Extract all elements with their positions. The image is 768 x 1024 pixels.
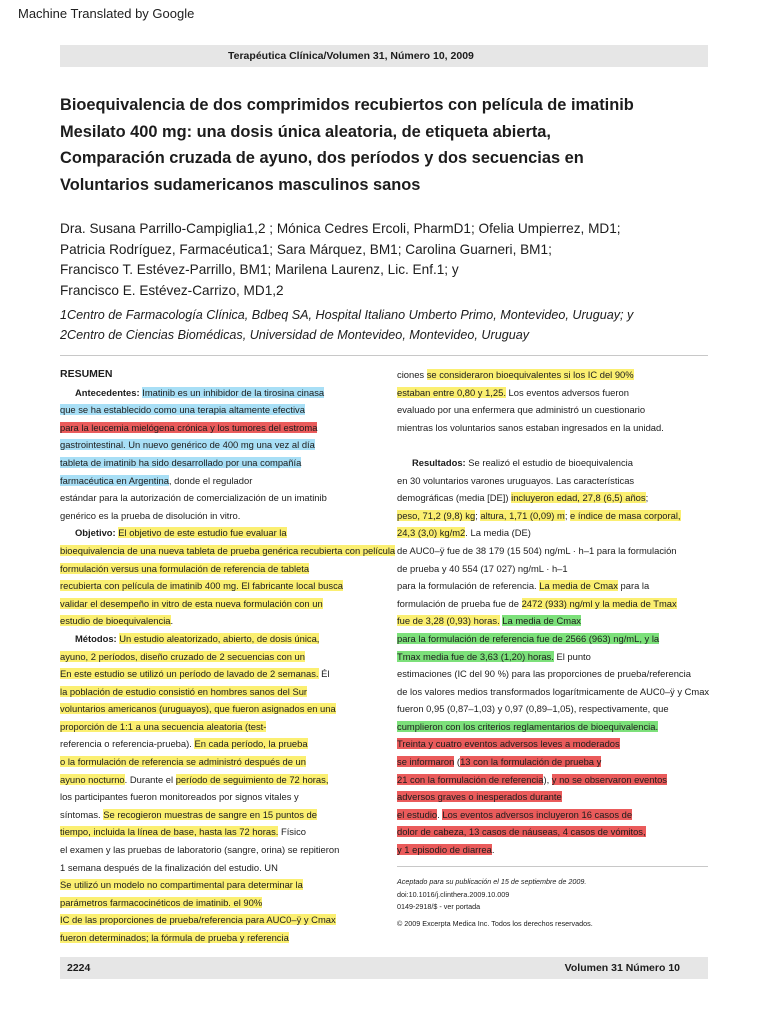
abstract-text: genérico es la prueba de disolución in vitro. xyxy=(60,509,241,521)
abstract-text: referencia o referencia-prueba). xyxy=(60,738,195,750)
abstract-text: estudio de bioequivalencia xyxy=(60,615,171,627)
abstract-text: período de seguimiento de 72 horas, xyxy=(175,773,329,785)
abstract-text: formulación de prueba fue de xyxy=(397,597,522,609)
volume-label: Volumen 31 Número 10 xyxy=(564,962,680,974)
abstract-text: 13 con la formulación de prueba y xyxy=(460,756,602,768)
abstract-text: mientras los voluntarios sanos estaban ingresados en la unidad. xyxy=(397,421,664,433)
abstract-text: y 1 episodio de diarrea xyxy=(397,844,492,856)
abstract-text: para la formulación de referencia. xyxy=(397,580,540,592)
abstract-text: ciones xyxy=(397,369,427,380)
abstract-text: Los eventos adversos fueron xyxy=(505,386,629,398)
abstract-text: estimaciones (IC del 90 %) para las proporciones de prueba/referencia xyxy=(397,668,691,680)
issn: 0149-2918/$ - ver portada xyxy=(397,902,481,911)
abstract-text: de prueba y 40 554 (17 027) ng/mL · h–1 xyxy=(397,562,568,574)
abstract-text: e índice de masa corporal, xyxy=(570,509,681,521)
abstract-text: formulación versus una formulación de referencia de tableta xyxy=(60,562,310,574)
machine-translated-label: Machine Translated by Google xyxy=(18,6,195,21)
abstract-text: La media de Cmax xyxy=(539,580,618,592)
abstract-text: evaluado por una enfermera que administró un cuestionario xyxy=(397,404,646,416)
abstract-text: síntomas. xyxy=(60,808,104,820)
abstract-text: para la leucemia mielógena crónica y los tumores del estroma xyxy=(60,421,318,433)
metodos-label: Métodos: xyxy=(75,632,117,644)
abstract-text: fue de 3,28 (0,93) horas. xyxy=(397,615,500,627)
abstract-text: fueron 0,95 (0,87–1,03) y 0,97 (0,89–1,05), respectivamente, que xyxy=(397,703,669,715)
accepted-date: Aceptado para su publicación el 15 de septiembre de 2009. xyxy=(397,877,587,886)
abstract-text: de AUC0–ÿ fue de 38 179 (15 504) ng/mL · h–1 para la formulación xyxy=(397,544,677,556)
title-line: Comparación cruzada de ayuno, dos períodos y dos secuencias en xyxy=(60,149,584,167)
abstract-text: Un estudio aleatorizado, abierto, de dosis única, xyxy=(119,632,320,644)
title-line: Voluntarios sudamericanos masculinos sanos xyxy=(60,175,421,194)
abstract-text: . xyxy=(491,844,495,856)
abstract-text: 24,3 (3,0) kg/m2 xyxy=(397,527,466,539)
abstract-text: tableta de imatinib ha sido desarrollado por una compañía xyxy=(60,456,302,468)
abstract-text: el estudio xyxy=(397,808,438,820)
abstract-text: adversos graves o inesperados durante xyxy=(397,791,562,803)
objetivo-label: Objetivo: xyxy=(75,527,116,539)
abstract-text: dolor de cabeza, 13 casos de náuseas, 4 casos de vómitos, xyxy=(397,826,646,838)
abstract-right-column xyxy=(397,366,709,859)
abstract-text: Se recogieron muestras de sangre en 15 puntos de xyxy=(103,808,317,820)
abstract-text: la población de estudio consistió en hombres sanos del Sur xyxy=(60,685,308,697)
abstract-text: parámetros farmacocinéticos de imatinib. el 90% xyxy=(60,896,263,908)
abstract-text: en 30 voluntarios varones uruguayos. Las características xyxy=(397,474,635,486)
abstract-text: ), xyxy=(543,773,552,785)
abstract-text: se consideraron bioequivalentes si los IC del 90% xyxy=(426,369,634,380)
doi-link[interactable]: doi:10.1016/j.clinthera.2009.10.009 xyxy=(397,889,510,899)
author-line: Patricia Rodríguez, Farmacéutica1; Sara Márquez, BM1; Carolina Guarneri, BM1; xyxy=(60,241,552,257)
abstract-text: peso, 71,2 (9,8) kg xyxy=(397,509,476,521)
abstract-text: demográficas (media [DE]) xyxy=(397,492,512,504)
abstract-text: fueron determinados; la fórmula de prueba y referencia xyxy=(60,932,289,943)
footnote-divider xyxy=(397,866,708,867)
abstract-text: 2472 (933) ng/ml y la media de Tmax xyxy=(521,597,677,609)
affiliations xyxy=(60,306,708,345)
abstract-text: de los valores medios transformados logarítmicamente de AUC0–ÿ y Cmax xyxy=(397,685,710,697)
abstract-text: farmacéutica en Argentina xyxy=(60,474,169,486)
abstract-text: se informaron xyxy=(397,756,455,768)
abstract-text: 21 con la formulación de referencia xyxy=(397,773,544,785)
abstract-text: recubierta con película de imatinib 400 mg. El fabricante local busca xyxy=(60,580,343,592)
abstract-left-column xyxy=(60,366,395,947)
abstract-text: IC de las proporciones de prueba/referencia para AUC0–ÿ y Cmax xyxy=(60,914,336,926)
abstract-text: Tmax media fue de 3,63 (1,20) horas. xyxy=(397,650,554,662)
abstract-text: Se utilizó un modelo no compartimental para determinar la xyxy=(60,879,303,891)
resumen-heading: RESUMEN xyxy=(60,368,113,380)
abstract-text: Los eventos adversos incluyeron 16 casos de xyxy=(442,808,633,820)
abstract-text: . Durante el xyxy=(124,773,176,785)
abstract-text: Físico xyxy=(278,826,306,838)
resultados-label: Resultados: xyxy=(412,456,466,468)
abstract-text: o la formulación de referencia se administró después de un xyxy=(60,756,306,768)
abstract-text: estaban entre 0,80 y 1,25. xyxy=(397,386,506,398)
abstract-text: para la xyxy=(617,580,650,592)
abstract-text: bioequivalencia de una nueva tableta de prueba genérica recubierta con película xyxy=(60,544,396,556)
copyright: © 2009 Excerpta Medica Inc. Todos los derechos reservados. xyxy=(397,918,593,928)
abstract-text: gastrointestinal. Un nuevo genérico de 400 mg una vez al día xyxy=(60,439,315,451)
antecedentes-label: Antecedentes: xyxy=(75,386,140,398)
abstract-text: 1 semana después de la finalización del estudio. UN xyxy=(60,861,278,873)
author-list xyxy=(60,219,708,301)
affiliation-line: 2Centro de Ciencias Biomédicas, Universidad de Montevideo, Montevideo, Uruguay xyxy=(60,327,530,342)
author-line: Francisco T. Estévez-Parrillo, BM1; Marilena Laurenz, Lic. Enf.1; y xyxy=(60,262,459,277)
page-footer-bar xyxy=(60,957,708,979)
title-line: Bioequivalencia de dos comprimidos recubiertos con película de imatinib xyxy=(60,96,634,114)
abstract-text: tiempo, incluida la línea de base, hasta las 72 horas. xyxy=(60,826,279,838)
author-line: Dra. Susana Parrillo-Campiglia1,2 ; Mónica Cedres Ercoli, PharmD1; Ofelia Umpierrez, MD1; xyxy=(60,221,621,236)
abstract-text: . xyxy=(170,615,174,627)
abstract-text: , donde el regulador xyxy=(168,474,253,486)
abstract-text: ayuno, 2 períodos, diseño cruzado de 2 secuencias con un xyxy=(60,650,305,662)
page-number: 2224 xyxy=(67,962,91,974)
abstract-text: ; xyxy=(475,509,481,521)
abstract-text: El punto xyxy=(553,650,591,662)
article-title xyxy=(60,92,708,198)
abstract-text: ; xyxy=(645,492,649,504)
abstract-text: ( xyxy=(454,756,461,768)
abstract-text: proporción de 1:1 a una secuencia aleatoria (test- xyxy=(60,720,267,732)
abstract-text: En este estudio se utilizó un período de lavado de 2 semanas. xyxy=(60,668,319,680)
footnote xyxy=(397,876,593,930)
abstract-text: Treinta y cuatro eventos adversos leves a moderados xyxy=(397,738,620,750)
section-divider xyxy=(60,355,708,356)
abstract-text: En cada período, la prueba xyxy=(194,738,308,750)
affiliation-line: 1Centro de Farmacología Clínica, Bdbeq SA, Hospital Italiano Umberto Primo, Montevideo, Uruguay; y xyxy=(60,308,634,322)
abstract-text: los participantes fueron monitoreados por signos vitales y xyxy=(60,791,299,803)
abstract-text: voluntarios americanos (uruguayos), que fueron asignados en una xyxy=(60,703,336,715)
abstract-text: para la formulación de referencia fue de 2566 (963) ng/mL, y la xyxy=(397,632,660,644)
abstract-text: altura, 1,71 (0,09) m xyxy=(480,509,565,521)
abstract-text: . La media (DE) xyxy=(465,527,531,539)
abstract-text: el examen y las pruebas de laboratorio (sangre, orina) se repitieron xyxy=(60,844,340,856)
journal-header-bar xyxy=(60,45,708,67)
journal-header: Terapéutica Clínica/Volumen 31, Número 10, 2009 xyxy=(228,50,474,62)
title-line: Mesilato 400 mg: una dosis única aleatoria, de etiqueta abierta, xyxy=(60,122,551,141)
abstract-text: Imatinib es un inhibidor de la tirosina cinasa xyxy=(142,386,325,398)
abstract-text: ; xyxy=(564,509,571,521)
abstract-text: . xyxy=(437,808,443,820)
abstract-text: El objetivo de este estudio fue evaluar la xyxy=(118,527,287,539)
abstract-text: La media de Cmax xyxy=(502,615,581,627)
abstract-text: ayuno nocturno xyxy=(60,773,125,785)
abstract-text: Se realizó el estudio de bioequivalencia xyxy=(465,456,633,468)
abstract-text: que se ha establecido como una terapia altamente efectiva xyxy=(60,404,305,416)
abstract-text: y no se observaron eventos xyxy=(551,773,667,785)
abstract-text: estándar para la autorización de comercialización de un imatinib xyxy=(60,492,327,504)
author-line: Francisco E. Estévez-Carrizo, MD1,2 xyxy=(60,282,284,298)
abstract-text: incluyeron edad, 27,8 (6,5) años xyxy=(511,492,646,504)
abstract-text: cumplieron con los criterios reglamentarios de bioequivalencia. xyxy=(397,720,659,732)
abstract-text: Él xyxy=(318,668,330,680)
abstract-text: validar el desempeño in vitro de esta nueva formulación con un xyxy=(60,597,323,609)
